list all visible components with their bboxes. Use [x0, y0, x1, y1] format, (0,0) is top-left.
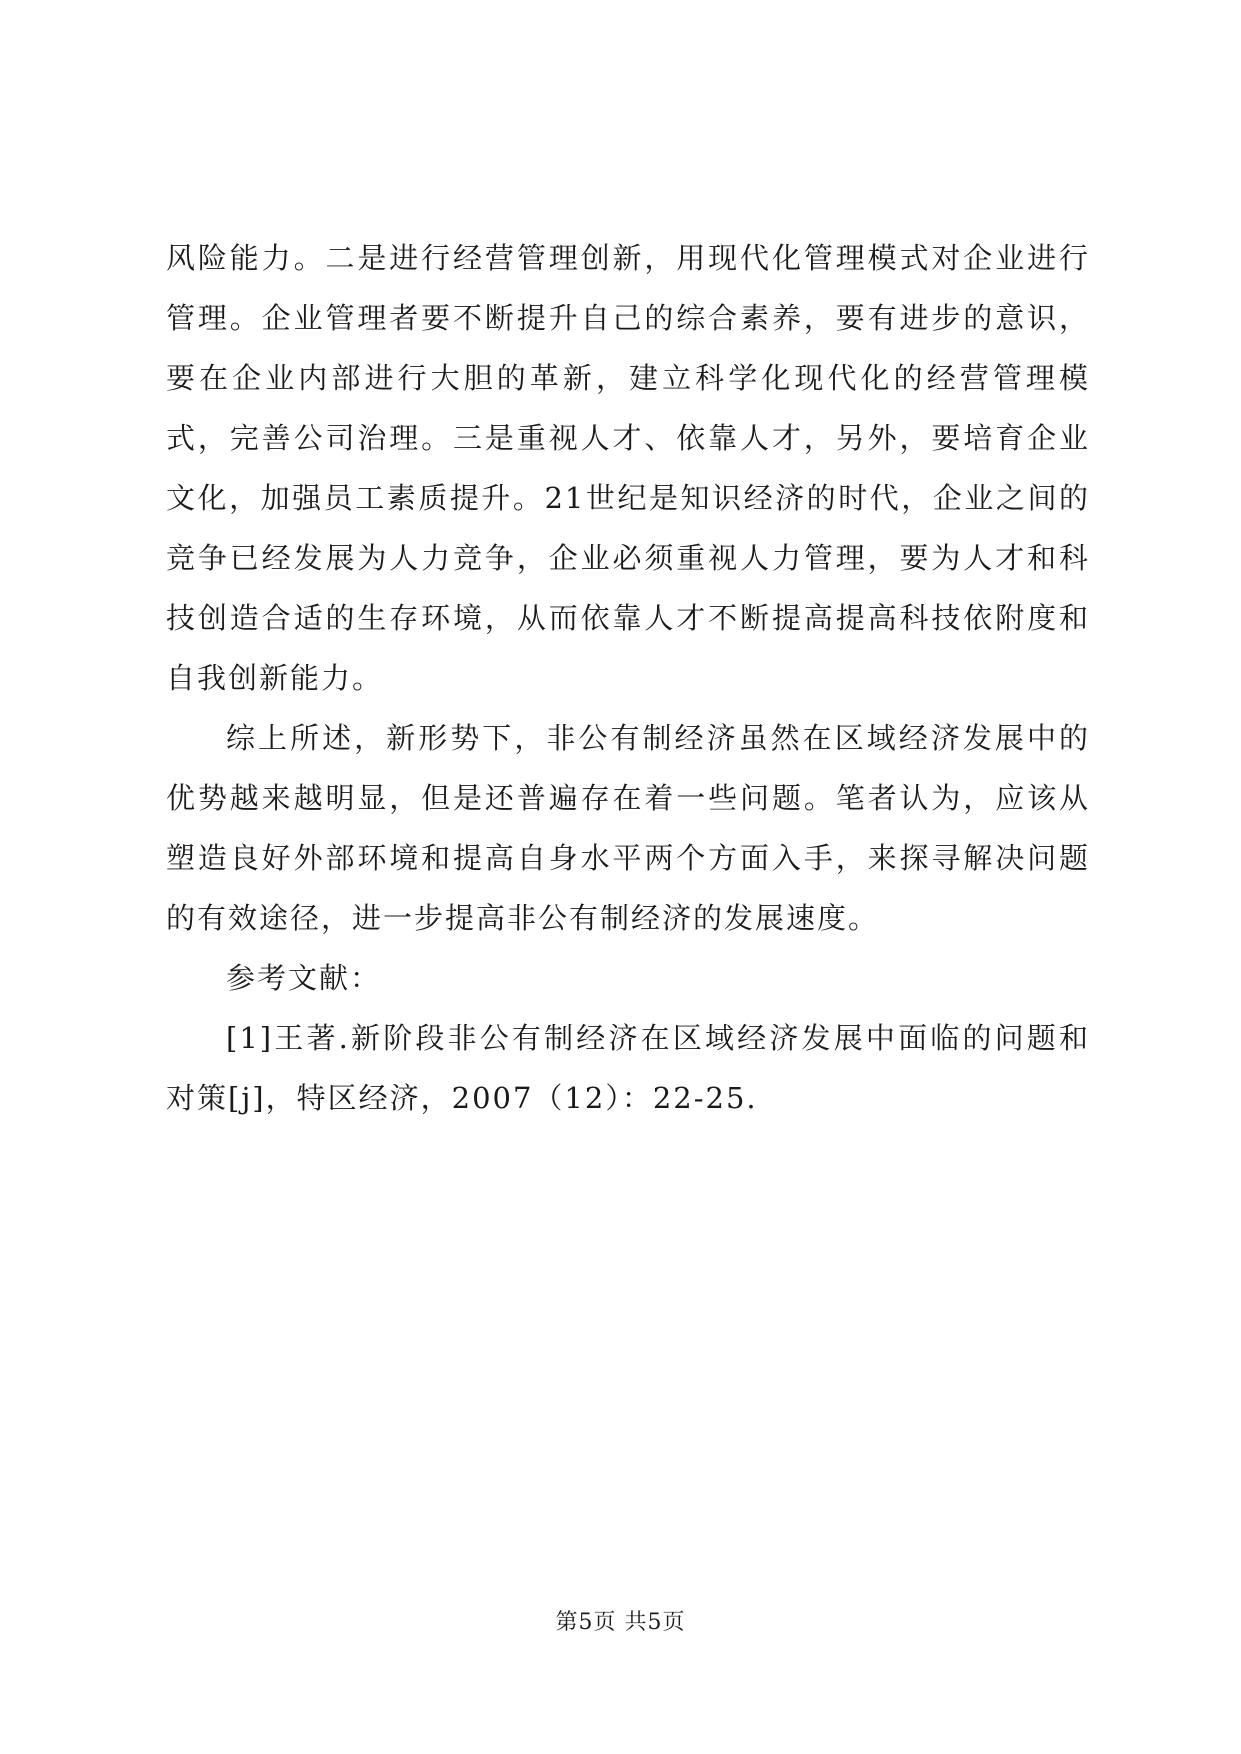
body-paragraph-conclusion: 综上所述，新形势下，非公有制经济虽然在区域经济发展中的优势越来越明显，但是还普遍存在着一些问题。笔者认为，应该从塑造良好外部环境和提高自身水平两个方面入手，来探寻解决问题的有效途径，进一步提高非公有制经济的发展速度。 — [166, 721, 1090, 935]
document-body — [166, 228, 1090, 1128]
references-heading: 参考文献： — [226, 961, 382, 995]
body-paragraph-continued: 风险能力。二是进行经营管理创新，用现代化管理模式对企业进行管理。企业管理者要不断提升自己的综合素养，要有进步的意识，要在企业内部进行大胆的革新，建立科学化现代化的经营管理模式，完善公司治理。三是重视人才、依靠人才，另外，要培育企业文化，加强员工素质提升。21世纪是知识经济的时代，企业之间的竞争已经发展为人力竞争，企业必须重视人力管理，要为人才和科技创造合适的生存环境，从而依靠人才不断提高提高科技依附度和自我创新能力。 — [166, 241, 1090, 695]
reference-item: [1]王著.新阶段非公有制经济在区域经济发展中面临的问题和对策[j]，特区经济，2007（12）：22-25. — [166, 1021, 1090, 1115]
page-number-footer: 第5页 共5页 — [555, 1610, 686, 1635]
